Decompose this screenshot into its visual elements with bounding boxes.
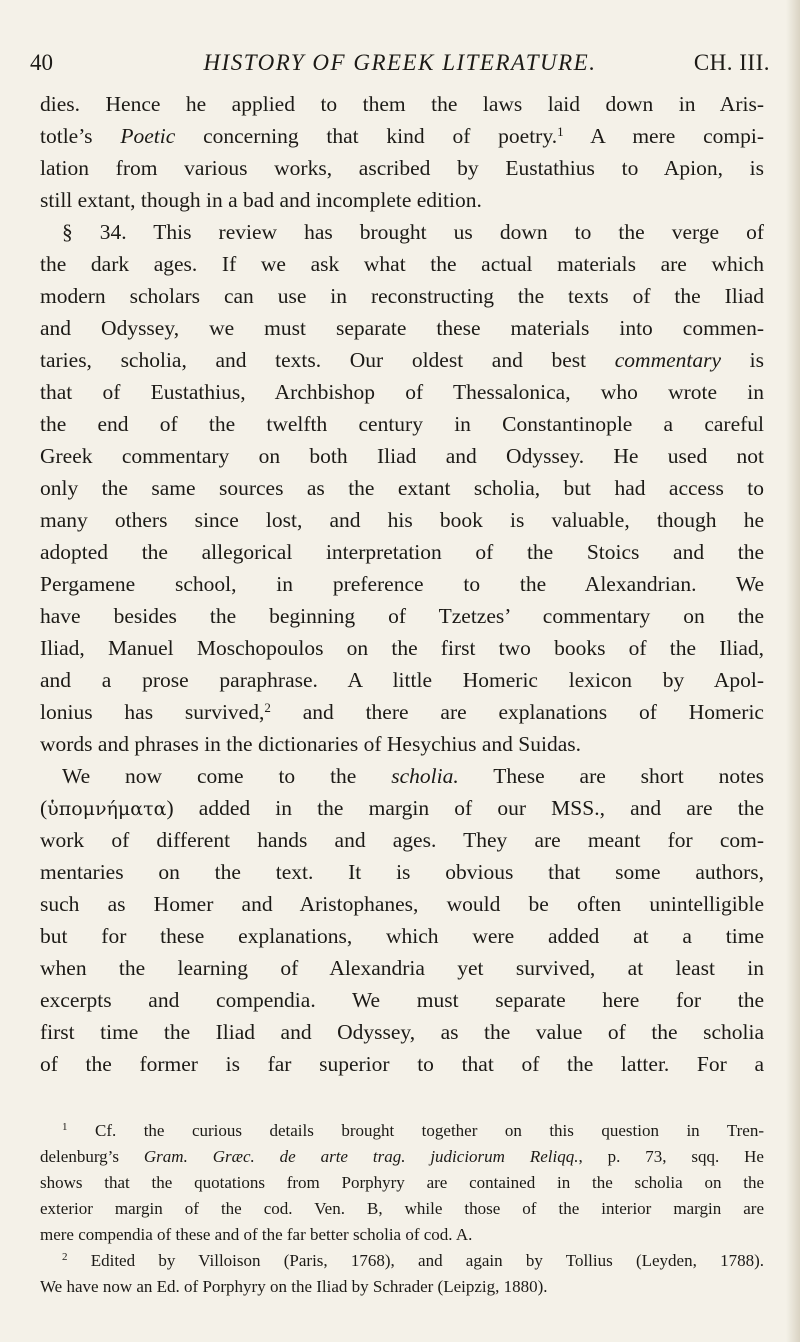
page-header xyxy=(30,47,770,79)
chapter-reference: CH. III. xyxy=(693,50,770,75)
running-title: HISTORY OF GREEK LITERATURE. xyxy=(203,50,597,75)
text-line: excerpts and compendia. We must separate here for the xyxy=(40,988,764,1012)
work-title: Poetic xyxy=(120,124,176,148)
text-line: Pergamene school, in preference to the Alexandrian. We xyxy=(40,572,764,596)
text-line: and Odyssey, we must separate these materials into commen- xyxy=(40,316,764,340)
footnote-line: delenburg’s Gram. Græc. de arte trag. judiciorum Reliqq., p. 73, sqq. He xyxy=(40,1147,764,1166)
footnote-1: $^1$ Cf. the curious details brought together on this question in Tren- xyxy=(62,1121,764,1140)
footnote-line: exterior margin of the cod. Ven. B, while those of the interior margin are xyxy=(40,1199,764,1218)
footnote-line: shows that the quotations from Porphyry are contained in the scholia on the xyxy=(40,1173,764,1192)
footnote-ref: 2 xyxy=(264,700,271,715)
text-line: of the former is far superior to that of the latter. For a xyxy=(40,1052,764,1076)
text-line: when the learning of Alexandria yet survived, at least in xyxy=(40,956,764,980)
text-line: taries, scholia, and texts. Our oldest and best commentary is xyxy=(40,348,764,372)
section-start-line: § 34. This review has brought us down to the verge of xyxy=(62,220,764,244)
text-line: that of Eustathius, Archbishop of Thessalonica, who wrote in xyxy=(40,380,764,404)
text-line: words and phrases in the dictionaries of Hesychius and Suidas. xyxy=(40,732,581,756)
text-line: (ὑπομνήματα) added in the margin of our MSS., and are the xyxy=(40,796,764,820)
text-line: and a prose paraphrase. A little Homeric lexicon by Apol- xyxy=(40,668,764,692)
footnote-2: $^2$ Edited by Villoison (Paris, 1768), and again by Tollius (Leyden, 1788). xyxy=(62,1251,764,1270)
text-line: such as Homer and Aristophanes, would be often unintelligible xyxy=(40,892,764,916)
emphasis-scholia: scholia. xyxy=(391,764,459,788)
text-line: dies. Hence he applied to them the laws laid down in Aris- xyxy=(40,92,764,116)
footnotes xyxy=(40,1118,764,1300)
text-line: still extant, though in a bad and incomplete edition. xyxy=(40,188,482,212)
text-line: first time the Iliad and Odyssey, as the value of the scholia xyxy=(40,1020,764,1044)
text-line: but for these explanations, which were added at a time xyxy=(40,924,764,948)
footnote-line: mere compendia of these and of the far better scholia of cod. A. xyxy=(40,1225,473,1244)
text-line: the end of the twelfth century in Constantinople a careful xyxy=(40,412,764,436)
text-line: many others since lost, and his book is valuable, though he xyxy=(40,508,764,532)
page-number: 40 xyxy=(30,50,53,75)
text-line: mentaries on the text. It is obvious that some authors, xyxy=(40,860,764,884)
body-text xyxy=(40,88,764,1080)
emphasis-commentary: commentary xyxy=(614,348,722,372)
text-line: lation from various works, ascribed by Eustathius to Apion, is xyxy=(40,156,764,180)
cited-work: Gram. Græc. de arte trag. judiciorum Reliqq. xyxy=(143,1147,579,1166)
footnote-marker: 1 xyxy=(62,1121,68,1133)
text-line: Iliad, Manuel Moschopoulos on the first two books of the Iliad, xyxy=(40,636,764,660)
footnote-line: We have now an Ed. of Porphyry on the Iliad by Schrader (Leipzig, 1880). xyxy=(40,1277,548,1296)
text-line: lonius has survived,$^2$ and there are explanations of Homeric xyxy=(40,700,764,724)
text-line: the dark ages. If we ask what the actual materials are which xyxy=(40,252,764,276)
text-line: totle’s Poetic concerning that kind of poetry.$^1$ A mere compi- xyxy=(40,124,764,148)
text-line: adopted the allegorical interpretation of the Stoics and the xyxy=(40,540,764,564)
text-line: only the same sources as the extant scholia, but had access to xyxy=(40,476,764,500)
text-line: have besides the beginning of Tzetzes’ commentary on the xyxy=(40,604,764,628)
paragraph-start-line: We now come to the scholia. These are short notes xyxy=(62,764,764,788)
text-line: modern scholars can use in reconstructing the texts of the Iliad xyxy=(40,284,764,308)
text-line: Greek commentary on both Iliad and Odyssey. He used not xyxy=(40,444,764,468)
text-line: work of different hands and ages. They are meant for com- xyxy=(40,828,764,852)
footnote-marker: 2 xyxy=(62,1251,68,1263)
greek-word: ὑπομνήματα xyxy=(47,798,167,820)
footnote-ref: 1 xyxy=(557,124,564,139)
